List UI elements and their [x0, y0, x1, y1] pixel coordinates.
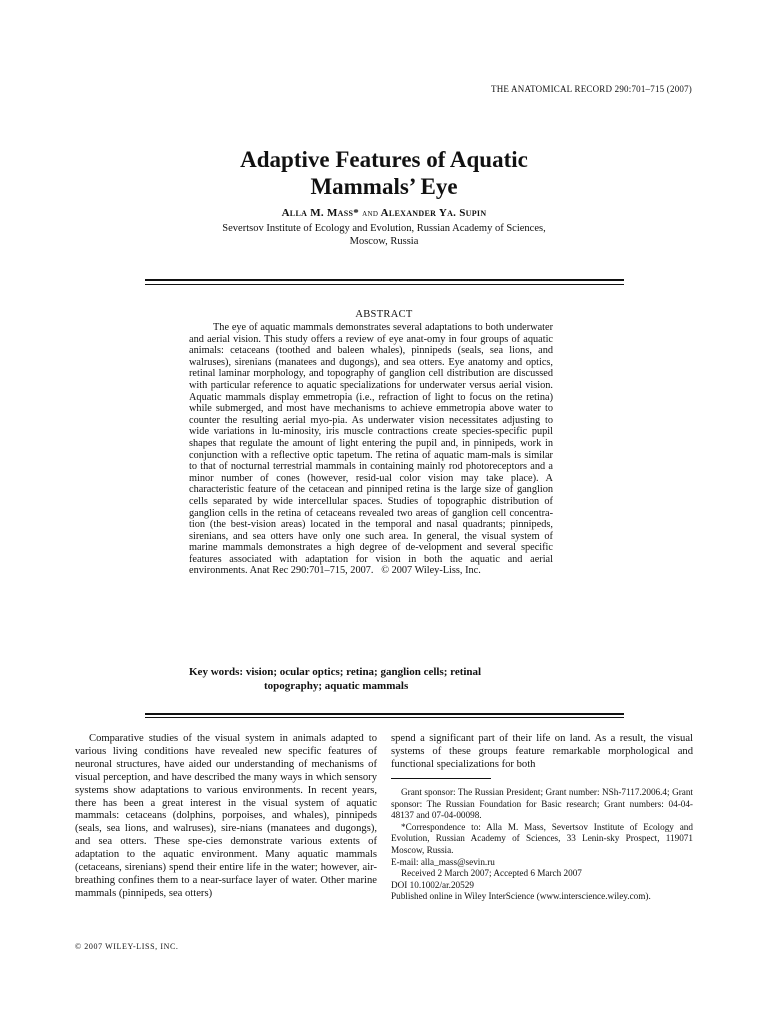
footnote-doi: DOI 10.1002/ar.20529	[391, 879, 474, 890]
footnote-grant: Grant sponsor: The Russian President; Grant number: NSh-7117.2006.4; Grant sponsor: The Russian Foundation for Basic research; Grant numbers: 04-04-48137 and 07-04-00098.	[391, 787, 693, 821]
footnote-correspondence: *Correspondence to: Alla M. Mass, Severtsov Institute of Ecology and Evolution, Russian Academy of Sciences, 33 Lenin-sky Prospect, 119071 Moscow, Russia.	[391, 821, 693, 855]
affiliation-line-1: Severtsov Institute of Ecology and Evolution, Russian Academy of Sciences,	[222, 223, 546, 234]
title-line-1: Adaptive Features of Aquatic	[240, 147, 528, 172]
top-divider-thin	[145, 284, 624, 285]
footer-copyright: © 2007 WILEY-LISS, INC.	[75, 942, 179, 951]
keywords-line-2: topography; aquatic mammals	[264, 680, 409, 692]
author-list	[0, 207, 768, 219]
top-divider-thick	[145, 279, 624, 281]
body-right-column: spend a significant part of their life on land. As a result, the visual systems of these groups feature remarkable morphological and functional specializations for both	[391, 733, 693, 770]
bottom-divider-thick	[145, 713, 624, 715]
footnote-email: E-mail: alla_mass@sevin.ru	[391, 856, 495, 867]
author-conjunction: and	[362, 208, 379, 219]
article-title	[0, 146, 768, 200]
abstract-heading: ABSTRACT	[355, 309, 413, 320]
keywords	[189, 665, 569, 693]
footnote-received: Received 2 March 2007; Accepted 6 March 2007	[401, 868, 582, 879]
title-line-2: Mammals’ Eye	[310, 174, 458, 199]
bottom-divider-thin	[145, 717, 624, 718]
abstract-copyright: © 2007 Wiley-Liss, Inc.	[381, 565, 481, 577]
abstract-text	[189, 322, 553, 577]
abstract-body-text: The eye of aquatic mammals demonstrates several adaptations to both underwater and aerial vision. This study offers a review of eye anat-omy in four groups of aquatic animals: cetaceans (toothed and baleen whales), pinnipeds (seals, sea lions, and walruses), sirenians (manatees and dugongs), and sea otters. Eye anatomy and optics, retinal laminar morphology, and topography of ganglion cell distribution are discussed with particular reference to aquatic specializations for underwater versus aerial vision. Aquatic mammals display emmetropia (i.e., refraction of light to focus on the retina) while submerged, and most have mechanisms to achieve emmetropia above water to counter the resulting aerial myo-pia. As underwater vision necessitates adjusting to wide variations in lu-minosity, iris muscle contractions create species-specific pupil shapes that regulate the amount of light entering the pupil and, in pinnipeds, work in conjunction with a reflective optic tapetum. The retina of aquatic mam-mals is similar to that of nocturnal terrestrial mammals in containing mainly rod photoreceptors and a minor number of cones (however, resid-ual color vision may take place). A characteristic feature of the cetacean and pinniped retina is the large size of ganglion cells separated by wide intercellular spaces. Studies of topographic distribution of ganglion cells in the retina of cetaceans revealed two areas of ganglion cell concentra-tion (the best-vision areas) located in the temporal and nasal quadrants; pinnipeds, sirenians, and sea otters have only one such area. In general, the visual system of marine mammals demonstrates a high degree of de-velopment and several specific features associated with adaptation for vision in both the aquatic and aerial environments. Anat Rec 290:701–715, 2007.	[189, 322, 553, 577]
footnotes	[391, 787, 693, 903]
keywords-line-1: vision; ocular optics; retina; ganglion cells; retinal	[245, 666, 482, 678]
body-left-column: Comparative studies of the visual system in animals adapted to various living conditions have revealed new specific features of neuronal structures, have aided our understanding of mechanisms of visual perception, and have described the many ways in which sensory systems show adaptations to various environments. In recent years, there has been a great interest in the visual system of aquatic mammals: cetaceans (dolphins, porpoises, and whales), pinnipeds (seals, sea lions, and walruses), sire-nians (manatees and dugongs), and sea otters. These spe-cies demonstrate various extents of adaptation to the aquatic environment. Many aquatic mammals (cetaceans, sirenians) spend their entire life in the water; however, air-breathing confines them to a near-surface layer of water. Other marine mammals (pinnipeds, sea otters)	[75, 733, 377, 899]
affiliation-line-2: Moscow, Russia	[349, 236, 419, 247]
keywords-label: Key words:	[189, 666, 244, 678]
footnote-divider	[391, 778, 491, 779]
affiliation	[0, 222, 768, 248]
author-2: Alexander Ya. Supin	[380, 207, 487, 219]
footnote-published: Published online in Wiley InterScience (www.interscience.wiley.com).	[391, 891, 651, 902]
author-1: Alla M. Mass*	[281, 207, 360, 219]
journal-reference: THE ANATOMICAL RECORD 290:701–715 (2007)	[491, 84, 692, 94]
